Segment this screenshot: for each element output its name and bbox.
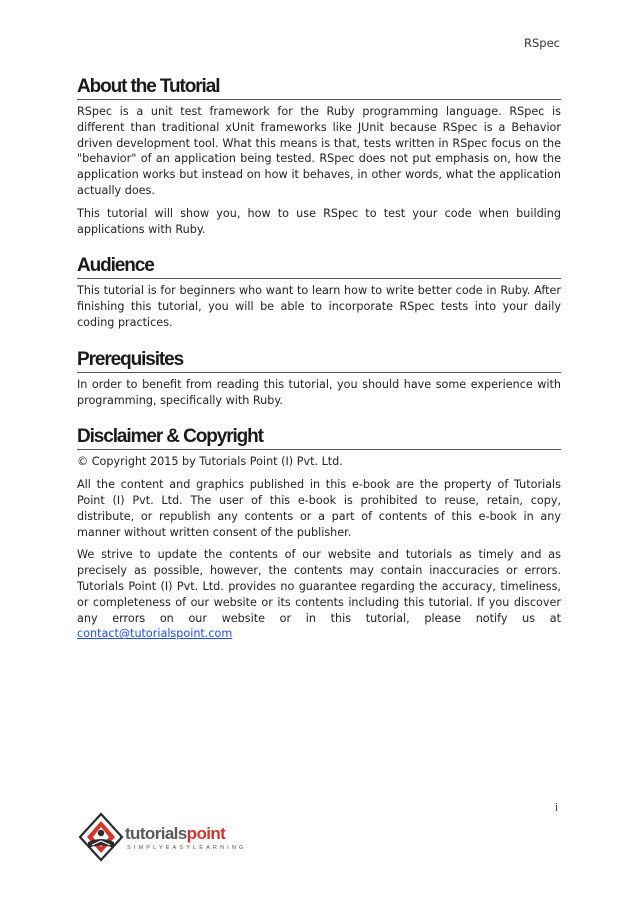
section-prerequisites	[77, 349, 561, 409]
section-audience	[77, 255, 561, 330]
logo-wordmark	[125, 824, 225, 844]
section-heading: Prerequisites	[77, 349, 561, 373]
paragraph-with-contact	[77, 547, 561, 642]
page-content	[77, 76, 561, 660]
running-header: RSpec	[524, 36, 560, 50]
paragraph: In order to benefit from reading this tutorial, you should have some experience with programming, specifically with Ruby.	[77, 377, 561, 407]
paragraph: This tutorial will show you, how to use RSpec to test your code when building applications with Ruby.	[77, 206, 561, 236]
section-heading: Disclaimer & Copyright	[77, 426, 561, 450]
paragraph-text: We strive to update the contents of our website and tutorials as timely and as precisely as possible, however, the contents may contain inaccuracies or errors. Tutorials Point (I) Pvt. Ltd. provides no guarantee regarding the accuracy, timeliness, or completeness of our website or its contents including this tutorial. If you discover any errors on our website or in this tutorial, please notify us at	[77, 548, 561, 625]
copyright-line: © Copyright 2015 by Tutorials Point (I) Pvt. Ltd.	[77, 455, 343, 469]
logo-word-1: tutorials	[125, 824, 187, 843]
section-disclaimer-copyright	[77, 426, 561, 642]
section-heading: Audience	[77, 255, 561, 279]
paragraph: This tutorial is for beginners who want to learn how to write better code in Ruby. After finishing this tutorial, you will be able to incorporate RSpec tests into your daily coding practices.	[77, 284, 561, 329]
logo-word-2: point	[186, 824, 226, 843]
contact-email-link[interactable]: contact@tutorialspoint.com	[77, 627, 233, 641]
section-about-the-tutorial	[77, 76, 561, 237]
tutorialspoint-logo-icon	[78, 812, 124, 864]
paragraph: All the content and graphics published in this e-book are the property of Tutorials Point (I) Pvt. Ltd. The user of this e-book is prohibited to reuse, retain, copy, distribute, or republish any contents or a part of contents of this e-book in any manner without written consent of the publisher.	[77, 478, 561, 539]
tutorialspoint-logo	[78, 812, 258, 864]
page-number: i	[554, 801, 558, 814]
logo-tagline: SIMPLYEASYLEARNING	[127, 845, 247, 851]
section-heading: About the Tutorial	[77, 76, 561, 100]
paragraph: RSpec is a unit test framework for the Ruby programming language. RSpec is different than traditional xUnit frameworks like JUnit because RSpec is a Behavior driven development tool. What this means is that, tests written in RSpec focus on the "behavior" of an application being tested. RSpec does not put emphasis on, how the application works but instead on how it behaves, in other words, what the application actually does.	[77, 105, 561, 197]
